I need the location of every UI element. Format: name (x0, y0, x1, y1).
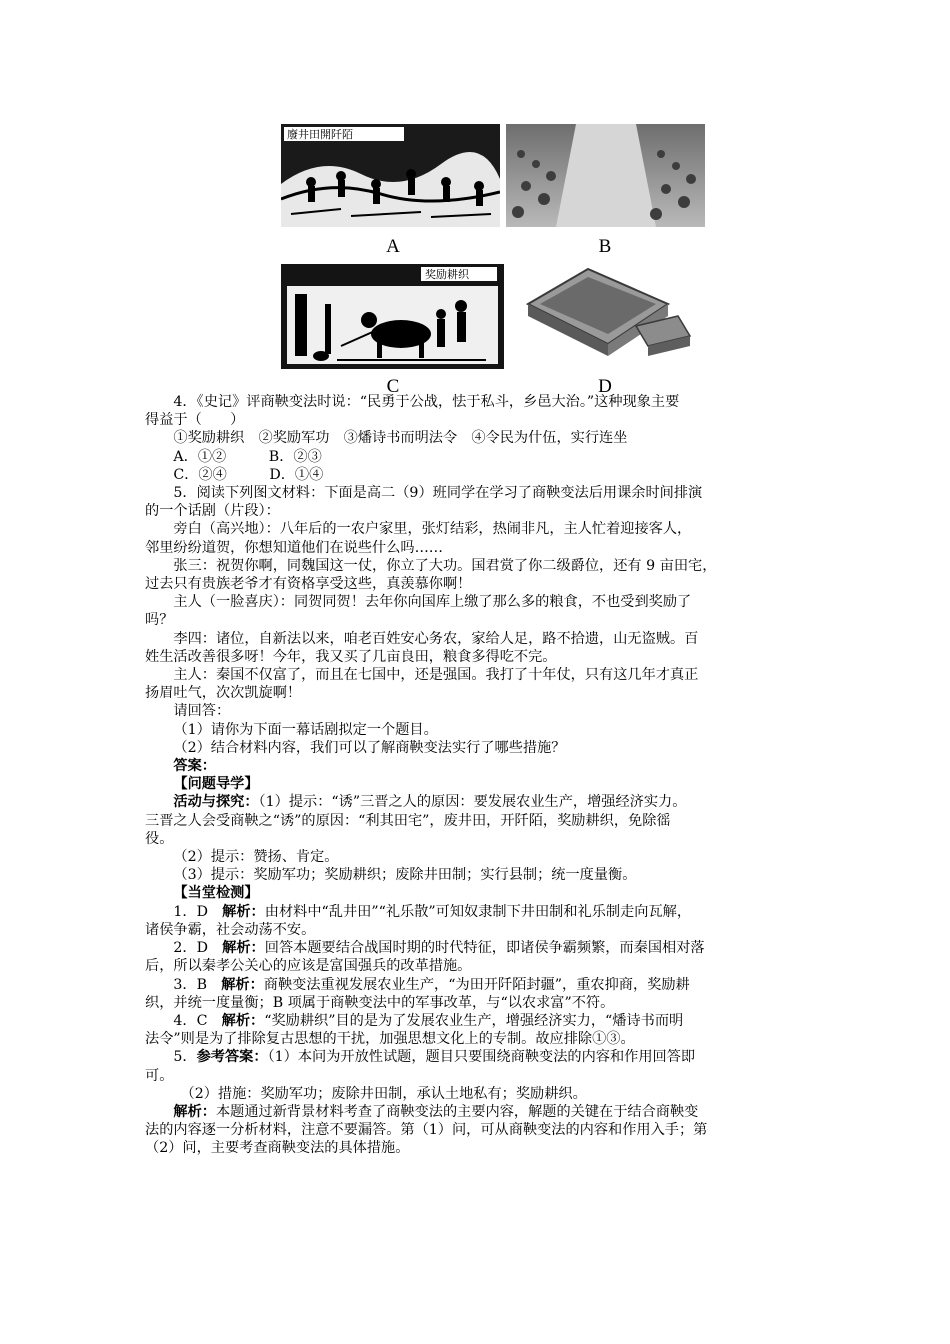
q5-stem-line2: 的一个话剧（片段）： (145, 503, 280, 520)
q5-zhangsan-line2: 过去只有贵族老爷才有资格享受这些，真羡慕你啊！ (145, 576, 472, 593)
figure-c-label: C (386, 376, 400, 397)
answer2-line2: 后，所以秦孝公关心的应该是富国强兵的改革措施。 (145, 958, 472, 975)
activity-label: 活动与探究： (173, 794, 259, 811)
q4-options-ab: A．①② B．②③ (173, 448, 322, 465)
answer5-explain-line3: （2）问，主要考查商鞅变法的具体措施。 (145, 1140, 410, 1157)
answer3-text: 商鞅变法重视发展农业生产，“为田开阡陌封疆”，重农抑商，奖励耕 (263, 976, 690, 993)
answer2-number: 2．D (173, 940, 223, 957)
answer1-number: 1．D (173, 903, 223, 920)
check-heading: 【当堂检测】 (173, 885, 259, 902)
q5-host2-line2: 扬眉吐气，次次凯旋啊！ (145, 685, 302, 702)
figure-c-banner: 奖励耕织 (425, 268, 469, 281)
figure-a-banner: 廢井田開阡陌 (287, 128, 353, 141)
answers-guide-heading: 【问题导学】 (173, 776, 259, 793)
answer3-line2: 织，并统一度量衡；B 项属于商鞅变法中的军事改革，与“以农求富”不符。 (145, 994, 615, 1011)
answer2-text: 回答本题要结合战国时期的时代特征，即诸侯争霸频繁，而秦国相对落 (264, 940, 705, 957)
answer5-measures: （2）措施：奖励军功；废除井田制，承认土地私有；奖励耕织。 (180, 1085, 587, 1102)
q4-stem-line1: 4．《史记》评商鞅变法时说：“民勇于公战，怯于私斗，乡邑大治。”这种现象主要 (173, 394, 680, 410)
activity-line1 (145, 793, 813, 811)
answer1-line1 (145, 903, 813, 921)
q5-ask: 请回答： (173, 703, 231, 720)
answer4-text: “奖励耕织”目的是为了发展农业生产，增强经济实力，“燔诗书而明 (264, 1012, 684, 1029)
q5-sub2: （2）结合材料内容，我们可以了解商鞅变法实行了哪些措施？ (173, 739, 566, 756)
q5-stem-line1: 5．阅读下列图文材料：下面是高二（9）班同学在学习了商鞅变法后用课余时间排演 (173, 485, 703, 502)
answer1-line2: 诸侯争霸，社会动荡不安。 (145, 921, 316, 938)
answer3-label: 解析： (221, 976, 264, 993)
activity-line2: 三晋之人会受商鞅之“诱”的原因：“利其田宅”，废井田，开阡陌，奖励耕织，免除徭 (145, 812, 671, 829)
answer3-line1 (145, 976, 813, 994)
q5-narration-line2: 邻里纷纷道贺，你想知道他们在说些什么吗…… (145, 539, 443, 556)
q5-lisi-line2: 姓生活改善很多呀！今年，我又买了几亩良田，粮食多得吃不完。 (145, 648, 557, 665)
activity-line3: 役。 (145, 830, 174, 847)
figure-d-label: D (598, 376, 612, 397)
answer4-label: 解析： (221, 1012, 265, 1029)
answer3-number: 3．B (173, 976, 222, 993)
activity-hint3: （3）提示：奖励军功；奖励耕织；废除井田制；实行县制；统一度量衡。 (173, 867, 637, 884)
answer2-line1 (145, 939, 813, 957)
q5-zhangsan-line1: 张三：祝贺你啊，同魏国这一仗，你立了大功。国君赏了你二级爵位，还有 9 亩田宅， (173, 557, 717, 574)
figure-c-image (281, 264, 504, 369)
figure-c-woodcut (281, 264, 504, 369)
answer5-line2: 可。 (145, 1067, 174, 1084)
figure-a-woodcut (281, 124, 500, 227)
answer5-text: （1）本问为开放性试题，题目只要围绕商鞅变法的内容和作用回答即 (267, 1049, 696, 1066)
figure-d-photo (518, 264, 694, 369)
answer5-line1 (145, 1048, 813, 1066)
q5-narration-line1: 旁白（高兴地）：八年后的一农户家里，张灯结彩，热闹非凡，主人忙着迎接客人， (173, 521, 692, 538)
q5-sub1: （1）请你为下面一幕话剧拟定一个题目。 (173, 721, 438, 738)
q5-lisi-line1: 李四：诸位，自新法以来，咱老百姓安心务农，家给人足，路不拾遗，山无盗贼。百 (173, 630, 699, 647)
answer5-explain-line1 (145, 1103, 813, 1121)
q5-host2-line1: 主人：秦国不仅富了，而且在七国中，还是强国。我打了十年仗，只有这几年才真正 (173, 667, 699, 684)
answer2-label: 解析： (222, 940, 265, 957)
answers-heading: 答案： (173, 758, 216, 775)
answer5-explain-label: 解析： (173, 1103, 216, 1120)
answer5-explain-line2: 法的内容逐一分析材料，注意不要漏答。第（1）问，可从商鞅变法的内容和作用入手；第 (145, 1122, 708, 1139)
figure-b-photo (506, 124, 705, 227)
q5-host-line2: 吗？ (145, 612, 174, 629)
activity-text1: （1）提示：“诱”三晋之人的原因：要发展农业生产，增强经济实力。 (258, 794, 687, 811)
answer5-label: 参考答案： (196, 1049, 268, 1066)
q5-host-line1: 主人（一脸喜庆）：同贺同贺！去年你向国库上缴了那么多的粮食，不也受到奖励了 (173, 594, 692, 611)
q4-options-cd: C．②④ D．①④ (173, 466, 324, 483)
answer5-number: 5． (173, 1049, 197, 1066)
figure-d-image (518, 264, 694, 369)
q4-stem-line2: 得益于（ ） (145, 412, 245, 429)
answer4-line1 (145, 1012, 813, 1030)
answer4-line2: 法令”则是为了排除复古思想的干扰，加强思想文化上的专制。故应排除①③。 (145, 1031, 635, 1048)
figure-a-label: A (386, 236, 400, 257)
answer1-label: 解析： (222, 903, 265, 920)
answer4-number: 4．C (173, 1012, 222, 1029)
figure-a-image (281, 124, 500, 227)
answer5-explain-text: 本题通过新背景材料考查了商鞅变法的主要内容，解题的关键在于结合商鞅变 (215, 1103, 699, 1120)
activity-hint2: （2）提示：赞扬、肯定。 (173, 849, 339, 866)
q4-items: ①奖励耕织 ②奖励军功 ③燔诗书而明法令 ④令民为什伍，实行连坐 (173, 430, 628, 447)
figure-b-label: B (598, 236, 612, 257)
document-body (145, 393, 813, 1158)
answer1-text: 由材料中“乱井田”“礼乐散”可知奴隶制下井田制和礼乐制走向瓦解， (264, 903, 692, 920)
figure-b-image (506, 124, 705, 227)
